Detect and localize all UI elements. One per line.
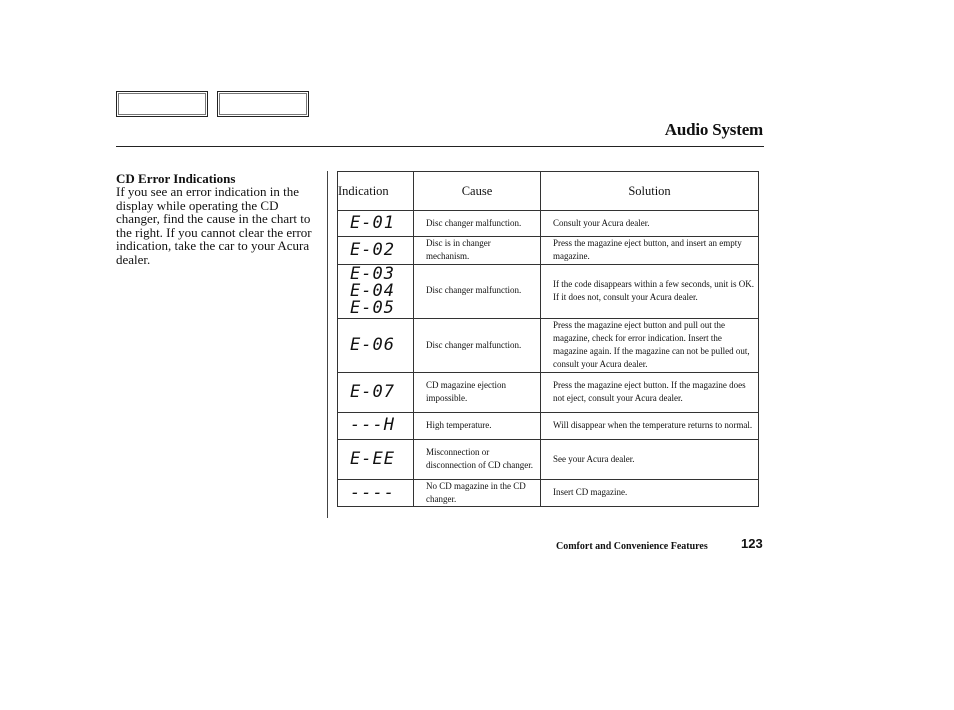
header-indication: Indication (338, 172, 414, 211)
indication-cell (338, 237, 414, 265)
solution-cell: See your Acura dealer. (541, 439, 759, 479)
cause-cell: Disc changer malfunction. (414, 264, 541, 318)
error-code: E-05 (350, 297, 395, 318)
indication-cell (338, 439, 414, 479)
cause-cell: Disc is in changer mechanism. (414, 237, 541, 265)
table-row (338, 439, 759, 479)
error-table (337, 171, 759, 507)
cause-cell: No CD magazine in the CD changer. (414, 479, 541, 507)
cause-cell: Disc changer malfunction. (414, 211, 541, 237)
indication-cell (338, 211, 414, 237)
nav-tab-1[interactable] (116, 91, 208, 117)
nav-tab-2[interactable] (217, 91, 309, 117)
indication-cell (338, 479, 414, 507)
indication-cell (338, 264, 414, 318)
solution-cell: Press the magazine eject button. If the magazine does not eject, consult your Acura dealer. (541, 372, 759, 412)
solution-cell: Insert CD magazine. (541, 479, 759, 507)
solution-cell: Consult your Acura dealer. (541, 211, 759, 237)
indication-cell (338, 318, 414, 372)
cause-cell: Misconnection or disconnection of CD changer. (414, 439, 541, 479)
error-code: ---H (350, 415, 395, 436)
solution-cell: Will disappear when the temperature returns to normal. (541, 412, 759, 439)
table-row (338, 372, 759, 412)
solution-cell: Press the magazine eject button and pull out the magazine, check for error indication. Insert the magazine again. If the magazine can not be pulled out, consult your Acura dealer. (541, 318, 759, 372)
solution-cell: Press the magazine eject button, and insert an empty magazine. (541, 237, 759, 265)
error-code: E-06 (350, 334, 395, 355)
error-code: ---- (350, 482, 395, 503)
error-code: E-04 (350, 280, 395, 301)
footer-section-label: Comfort and Convenience Features (556, 541, 708, 552)
error-code: E-02 (350, 239, 395, 260)
cause-cell: CD magazine ejection impossible. (414, 372, 541, 412)
column-divider (327, 171, 328, 518)
error-code: E-07 (350, 381, 395, 402)
table-row (338, 318, 759, 372)
error-code: E-03 (350, 263, 395, 284)
indication-cell (338, 372, 414, 412)
page-title: Audio System (664, 120, 763, 139)
section-body: If you see an error indication in the display while operating the CD changer, find the cause in the chart to the right. If you cannot clear the error indication, take the car to your Acura dealer. (116, 184, 312, 267)
error-code: E-EE (350, 448, 395, 469)
page-number: 123 (741, 536, 763, 551)
table-row (338, 412, 759, 439)
header-cause: Cause (414, 172, 541, 211)
error-code: E-01 (350, 213, 395, 233)
header-solution: Solution (541, 172, 759, 211)
indication-cell (338, 412, 414, 439)
table-row (338, 211, 759, 237)
cause-cell: High temperature. (414, 412, 541, 439)
header-divider (116, 146, 764, 147)
section-heading: CD Error Indications (116, 171, 236, 186)
table-row (338, 479, 759, 507)
table-row (338, 237, 759, 265)
table-header-row (338, 172, 759, 211)
solution-cell: If the code disappears within a few seconds, unit is OK. If it does not, consult your Acura dealer. (541, 264, 759, 318)
table-row (338, 264, 759, 318)
cause-cell: Disc changer malfunction. (414, 318, 541, 372)
